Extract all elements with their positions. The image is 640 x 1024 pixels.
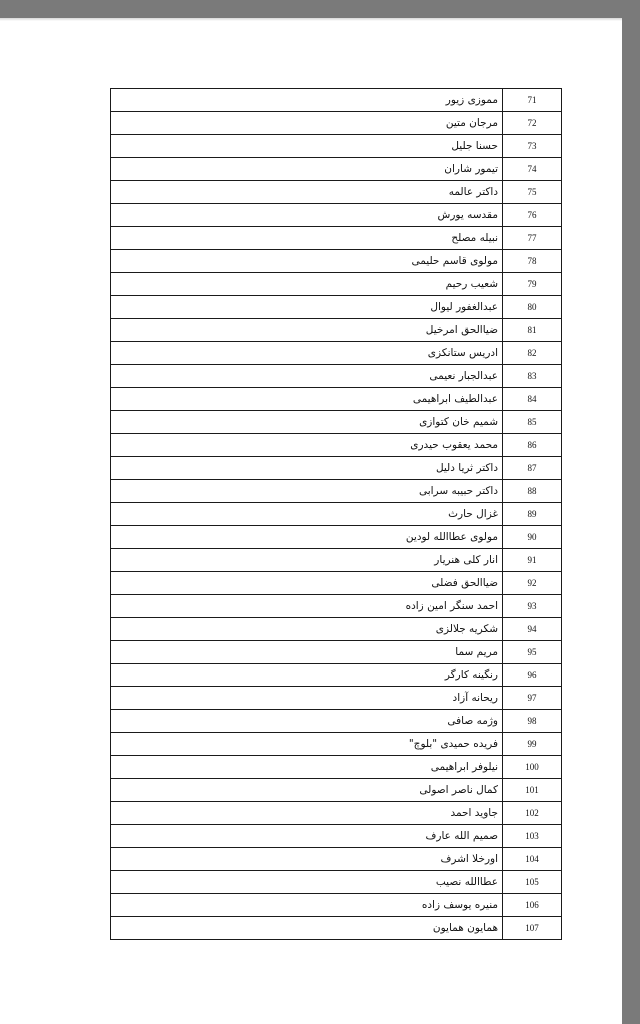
number-cell: 91 [503, 549, 562, 572]
table-row [111, 204, 562, 227]
number-cell: 92 [503, 572, 562, 595]
number-cell: 71 [503, 89, 562, 112]
name-cell: جاوید احمد [111, 802, 503, 825]
name-cell: مولوی قاسم حلیمی [111, 250, 503, 273]
table-row [111, 227, 562, 250]
name-cell: احمد سنگر امین زاده [111, 595, 503, 618]
number-cell: 96 [503, 664, 562, 687]
name-cell: عطاالله نصیب [111, 871, 503, 894]
table-row [111, 687, 562, 710]
number-cell: 81 [503, 319, 562, 342]
table-row [111, 89, 562, 112]
name-cell: صمیم الله عارف [111, 825, 503, 848]
name-cell: نبیله مصلح [111, 227, 503, 250]
number-cell: 78 [503, 250, 562, 273]
table-row [111, 158, 562, 181]
number-cell: 90 [503, 526, 562, 549]
names-table [110, 88, 562, 940]
number-cell: 103 [503, 825, 562, 848]
number-cell: 77 [503, 227, 562, 250]
table-row [111, 917, 562, 940]
number-cell: 101 [503, 779, 562, 802]
name-cell: فریده حمیدی "بلوچ" [111, 733, 503, 756]
name-cell: ادریس ستانکزی [111, 342, 503, 365]
name-cell: اورخلا اشرف [111, 848, 503, 871]
table-row [111, 526, 562, 549]
number-cell: 80 [503, 296, 562, 319]
name-cell: مموزی زیور [111, 89, 503, 112]
document-page [0, 18, 622, 1024]
number-cell: 94 [503, 618, 562, 641]
number-cell: 82 [503, 342, 562, 365]
name-cell: مولوی عطاالله لودین [111, 526, 503, 549]
number-cell: 87 [503, 457, 562, 480]
name-cell: مرجان متین [111, 112, 503, 135]
table-row [111, 388, 562, 411]
number-cell: 95 [503, 641, 562, 664]
number-cell: 76 [503, 204, 562, 227]
number-cell: 84 [503, 388, 562, 411]
number-cell: 75 [503, 181, 562, 204]
number-cell: 106 [503, 894, 562, 917]
names-table-body [111, 89, 562, 940]
table-row [111, 457, 562, 480]
number-cell: 73 [503, 135, 562, 158]
table-row [111, 572, 562, 595]
table-row [111, 756, 562, 779]
number-cell: 93 [503, 595, 562, 618]
number-cell: 98 [503, 710, 562, 733]
table-row [111, 250, 562, 273]
table-row [111, 342, 562, 365]
name-cell: انار کلی هنریار [111, 549, 503, 572]
number-cell: 74 [503, 158, 562, 181]
table-row [111, 135, 562, 158]
number-cell: 72 [503, 112, 562, 135]
name-cell: کمال ناصر اصولی [111, 779, 503, 802]
table-row [111, 779, 562, 802]
table-row [111, 894, 562, 917]
name-cell: رنگینه کارگر [111, 664, 503, 687]
table-row [111, 618, 562, 641]
table-row [111, 641, 562, 664]
number-cell: 102 [503, 802, 562, 825]
number-cell: 107 [503, 917, 562, 940]
number-cell: 99 [503, 733, 562, 756]
table-row [111, 733, 562, 756]
number-cell: 86 [503, 434, 562, 457]
number-cell: 83 [503, 365, 562, 388]
table-row [111, 181, 562, 204]
name-cell: وژمه صافی [111, 710, 503, 733]
number-cell: 79 [503, 273, 562, 296]
name-cell: مریم سما [111, 641, 503, 664]
name-cell: شکریه جلالزی [111, 618, 503, 641]
name-cell: داکتر ثریا دلیل [111, 457, 503, 480]
table-row [111, 595, 562, 618]
table-row [111, 296, 562, 319]
table-row [111, 112, 562, 135]
table-row [111, 825, 562, 848]
name-cell: شعیب رحیم [111, 273, 503, 296]
number-cell: 97 [503, 687, 562, 710]
table-row [111, 411, 562, 434]
table-row [111, 365, 562, 388]
name-cell: ریحانه آزاد [111, 687, 503, 710]
table-row [111, 871, 562, 894]
name-cell: محمد یعقوب حیدری [111, 434, 503, 457]
name-cell: ضیاالحق امرخیل [111, 319, 503, 342]
name-cell: غزال حارث [111, 503, 503, 526]
table-row [111, 434, 562, 457]
table-row [111, 319, 562, 342]
table-row [111, 503, 562, 526]
table-row [111, 664, 562, 687]
name-cell: حسنا جلیل [111, 135, 503, 158]
table-row [111, 480, 562, 503]
name-cell: داکتر عالمه [111, 181, 503, 204]
table-row [111, 549, 562, 572]
name-cell: همایون همایون [111, 917, 503, 940]
name-cell: عبدالجبار نعیمی [111, 365, 503, 388]
number-cell: 88 [503, 480, 562, 503]
page-edge-shadow [0, 18, 622, 21]
name-cell: منیره یوسف زاده [111, 894, 503, 917]
name-cell: داکتر حبیبه سرابی [111, 480, 503, 503]
table-row [111, 802, 562, 825]
table-row [111, 710, 562, 733]
name-cell: مقدسه یورش [111, 204, 503, 227]
table-row [111, 848, 562, 871]
number-cell: 100 [503, 756, 562, 779]
name-cell: عبدالطیف ابراهیمی [111, 388, 503, 411]
number-cell: 89 [503, 503, 562, 526]
name-cell: شمیم خان کتوازی [111, 411, 503, 434]
number-cell: 105 [503, 871, 562, 894]
name-cell: عبدالغفور لیوال [111, 296, 503, 319]
number-cell: 85 [503, 411, 562, 434]
name-cell: نیلوفر ابراهیمی [111, 756, 503, 779]
number-cell: 104 [503, 848, 562, 871]
table-row [111, 273, 562, 296]
name-cell: تیمور شاران [111, 158, 503, 181]
name-cell: ضیاالحق فضلی [111, 572, 503, 595]
